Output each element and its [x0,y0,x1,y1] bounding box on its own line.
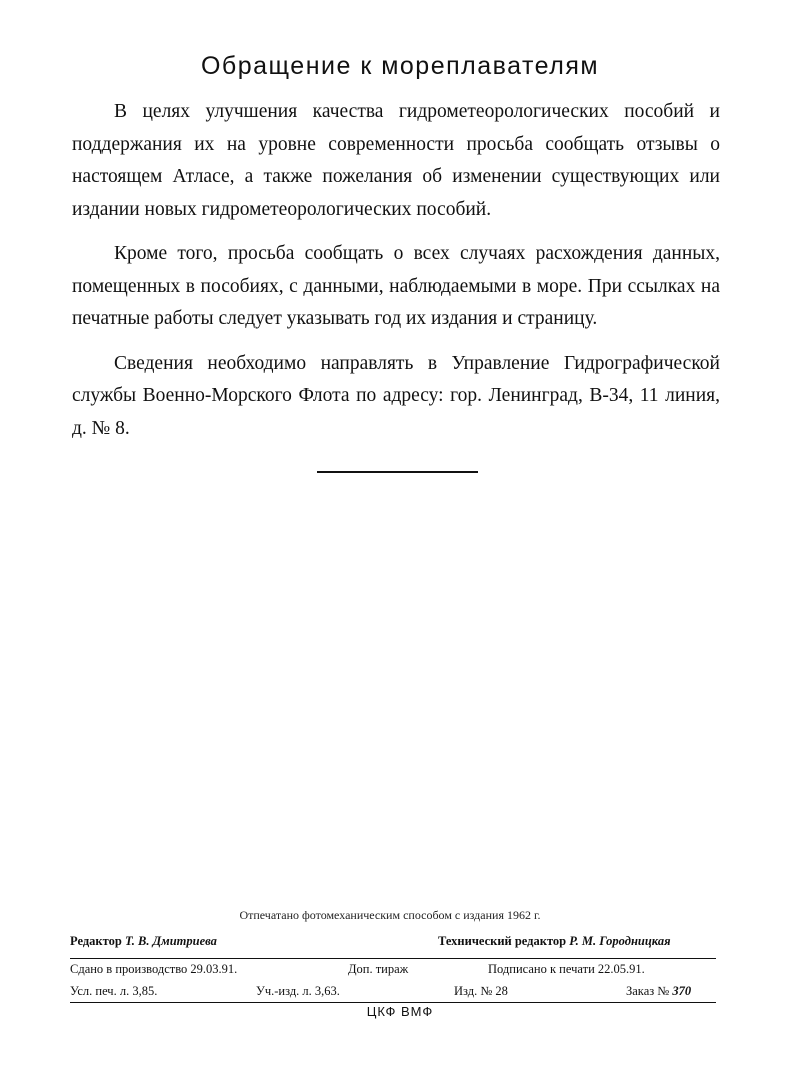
tech-editor-name: Р. М. Городницкая [569,934,671,948]
paragraph-2: Кроме того, просьба сообщать о всех случаях расхождения данных, помещенных в пособиях, с данными, наблюдаемыми в море. При ссылках на печатные работы следует указывать год их издания и страницу. [72,243,720,329]
imprint-rule-top [70,958,716,959]
editor-credit [70,934,217,949]
paragraph-1: В целях улучшения качества гидрометеорологических пособий и поддержания их на уровне современности просьба сообщать отзывы о настоящем Атласе, а также пожелания об изменении существующих или издании новых гидрометеорологических пособий. [72,101,720,220]
editor-name: Т. В. Дмитриева [124,934,217,948]
section-divider [317,471,478,473]
print-note: Отпечатано фотомеханическим способом с издания 1962 г. [239,908,541,922]
editors-row [70,934,716,956]
signed-date: Подписано к печати 22.05.91. [488,962,645,976]
submitted-date: Сдано в производство 29.03.91. [70,962,238,976]
organization-name: ЦКФ ВМФ [366,1004,434,1019]
page-title: Обращение к мореплавателям [200,52,600,80]
production-row [70,962,716,984]
publisher-sheets: Уч.-изд. л. 3,63. [256,984,340,998]
order-value: 370 [672,984,692,998]
tech-editor-label: Технический редактор [438,934,567,948]
order-label: Заказ № [626,984,670,998]
extra-run: Доп. тираж [348,962,409,976]
order-number [626,984,691,999]
edition-number: Изд. № 28 [454,984,508,998]
imprint-block [70,934,716,1006]
tech-editor-credit [438,934,671,949]
imprint-rule-bottom [70,1002,716,1003]
appeal-body [72,96,720,457]
paragraph-3: Сведения необходимо направлять в Управление Гидрографической службы Военно-Морского Флота по адресу: гор. Ленинград, В-34, 11 линия, д. № 8. [72,352,720,439]
print-sheets: Усл. печ. л. 3,85. [70,984,158,998]
editor-label: Редактор [70,934,122,948]
